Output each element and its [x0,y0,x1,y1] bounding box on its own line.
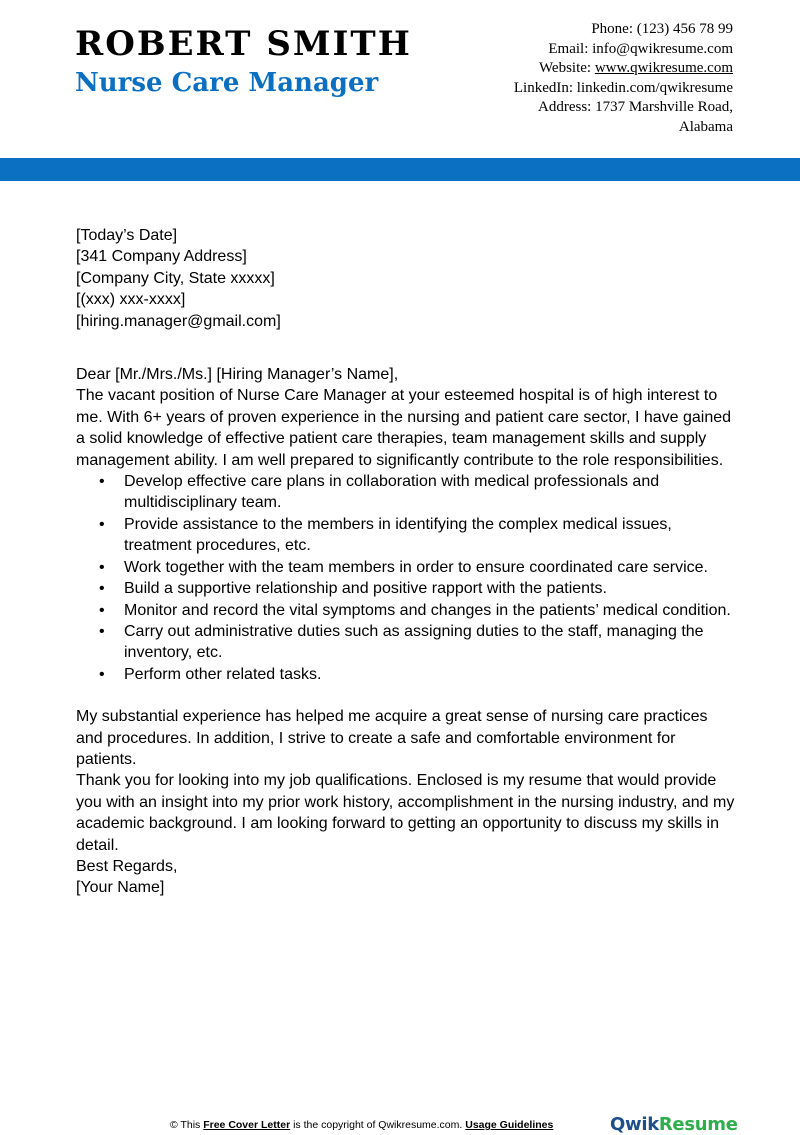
contact-website [413,59,733,79]
candidate-name: ROBERT SMITH [75,24,412,64]
logo-qwik: Qwik [610,1114,659,1135]
list-item: • Build a supportive relationship and positive rapport with the patients. [124,578,736,599]
list-item: • Work together with the team members in order to ensure coordinated care service. [124,557,736,578]
list-item: • Develop effective care plans in collaboration with medical professionals and multidisciplinary team. [124,471,736,514]
recipient-address: [341 Company Address] [76,248,247,266]
letter-body [76,225,736,899]
contact-address-line2: Alabama [678,118,733,135]
list-item: • Provide assistance to the members in identifying the complex medical issues, treatment procedures, etc. [124,514,736,557]
usage-guidelines-link[interactable]: Usage Guidelines [465,1119,554,1131]
recipient-phone: [(xxx) xxx-xxxx] [76,291,186,309]
recipient-block [76,246,736,332]
closing: Best Regards, [76,857,178,875]
job-title: Nurse Care Manager [75,68,379,98]
recipient-email: [hiring.manager@gmail.com] [76,312,281,330]
recipient-city: [Company City, State xxxxx] [76,269,275,287]
copyright-middle: is the copyright of Qwikresume.com. [290,1119,466,1131]
list-item: • Perform other related tasks. [124,664,736,685]
thanks-paragraph: Thank you for looking into my job qualifications. Enclosed is my resume that would provide you with an insight into my prior work history, accomplishment in the nursing industry, and my academic background. I am looking forward to getting an opportunity to discuss my skills in detail. [76,772,735,854]
website-link[interactable]: www.qwikresume.com [594,60,733,76]
website-label: Website: [538,60,595,76]
list-item: • Carry out administrative duties such as assigning duties to the staff, managing the inventory, etc. [124,621,736,664]
signature: [Your Name] [76,879,165,897]
contact-phone: Phone: (123) 456 78 99 [591,21,733,37]
logo-resume: Resume [658,1114,738,1135]
contact-email[interactable]: Email: info@qwikresume.com [548,40,733,57]
letter-date: [Today’s Date] [76,227,178,244]
copyright-notice [170,1118,553,1132]
intro-paragraph: The vacant position of Nurse Care Manager at your esteemed hospital is of high interest to me. With 6+ years of proven experience in the nursing and patient care sector, I have gained a solid knowledge of effective patient care therapies, team management skills and supply management ability. I am well prepared to significantly contribute to the role responsibilities. [76,387,732,469]
list-item: • Monitor and record the vital symptoms and changes in the patients’ medical condition. [124,600,736,621]
responsibilities-list [76,471,736,685]
salutation: Dear [Mr./Mrs./Ms.] [Hiring Manager’s Name], [76,366,399,384]
header-divider-bar [0,158,800,181]
contact-block [413,20,733,137]
free-cover-letter-link[interactable]: Free Cover Letter [203,1119,291,1131]
experience-paragraph: My substantial experience has helped me acquire a great sense of nursing care practices and procedures. In addition, I strive to create a safe and comfortable environment for patients. [76,708,708,768]
contact-linkedin[interactable]: LinkedIn: linkedin.com/qwikresume [513,79,733,96]
contact-address-line1: Address: 1737 Marshville Road, [538,99,733,115]
qwikresume-logo[interactable] [610,1115,738,1135]
copyright-prefix: © This [170,1119,204,1131]
